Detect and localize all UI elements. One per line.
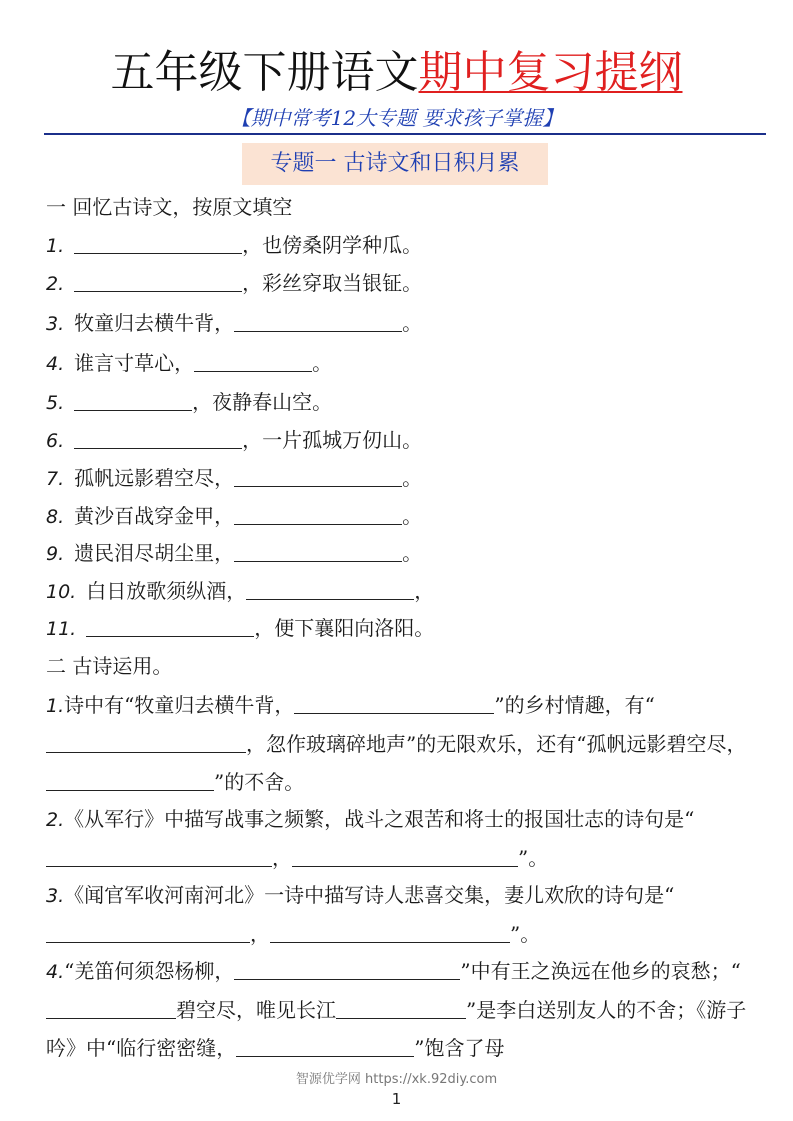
list-item: 6. ，一片孤城万仞山。 — [46, 428, 423, 452]
answer-blank[interactable] — [74, 426, 242, 449]
answer-blank[interactable] — [86, 614, 254, 637]
list-item: 2. ，彩丝穿取当银钲。 — [46, 271, 423, 295]
footer-watermark: 智源优学网 https://xk.92diy.com — [295, 1072, 498, 1087]
answer-blank[interactable] — [46, 730, 246, 753]
list-item: 10. 白日放歌须纵酒， ， — [46, 579, 435, 603]
answer-blank[interactable] — [234, 309, 402, 332]
answer-blank[interactable] — [74, 388, 192, 411]
answer-blank[interactable] — [234, 464, 402, 487]
answer-blank[interactable] — [46, 920, 250, 943]
answer-blank[interactable] — [292, 844, 518, 867]
question-4: 4.“羌笛何须怨杨柳， ”中有王之涣远在他乡的哀愁；“碧空尽，唯见长江 ”是李白送别友人的不舍；《游子吟》中“临行密密缝， ”饱含了母 — [46, 959, 747, 1060]
answer-blank[interactable] — [336, 996, 466, 1019]
answer-blank[interactable] — [234, 957, 460, 980]
section1-heading: 一 回忆古诗文，按原文填空 — [46, 195, 293, 219]
document-title — [0, 46, 793, 100]
answer-blank[interactable] — [46, 844, 272, 867]
answer-blank[interactable] — [74, 269, 242, 292]
answer-blank[interactable] — [246, 577, 414, 600]
list-item: 9. 遗民泪尽胡尘里， 。 — [46, 541, 423, 565]
list-item: 4. 谁言寸草心， 。 — [46, 351, 333, 375]
answer-blank[interactable] — [46, 768, 214, 791]
answer-blank[interactable] — [234, 539, 402, 562]
list-item: 7. 孤帆远影碧空尽， 。 — [46, 466, 423, 490]
page-number: 1 — [391, 1090, 402, 1108]
question-1: 1.诗中有“牧童归去横牛背， ”的乡村情趣，有“，忽作玻璃碎地声”的无限欢乐，还有“孤帆远影碧空尽，”的不舍。 — [46, 693, 747, 794]
answer-blank[interactable] — [270, 920, 510, 943]
list-item: 3. 牧童归去横牛背， 。 — [46, 311, 423, 335]
list-item: 8. 黄沙百战穿金甲， 。 — [46, 504, 423, 528]
header-divider — [44, 133, 766, 135]
section2-heading: 二 古诗运用。 — [46, 654, 173, 678]
list-item: 5. ，夜静春山空。 — [46, 390, 333, 414]
title-grade: 五年级下册语文 — [110, 47, 419, 98]
answer-blank[interactable] — [46, 996, 176, 1019]
list-item: 1. ，也傍桑阴学种瓜。 — [46, 233, 423, 257]
answer-blank[interactable] — [194, 349, 312, 372]
answer-blank[interactable] — [294, 691, 494, 714]
topic-banner: 专题一 古诗文和日积月累 — [242, 143, 548, 185]
answer-blank[interactable] — [234, 502, 402, 525]
question-3: 3.《闻官军收河南河北》一诗中描写诗人悲喜交集，妻儿欢欣的诗句是“， ”。 — [46, 883, 675, 946]
question-2: 2.《从军行》中描写战事之频繁，战斗之艰苦和将士的报国壮志的诗句是“， ”。 — [46, 807, 695, 870]
answer-blank[interactable] — [74, 231, 242, 254]
answer-blank[interactable] — [236, 1034, 414, 1057]
document-subtitle: 【期中常考12大专题 要求孩子掌握】 — [230, 106, 563, 130]
title-highlight: 期中复习提纲 — [418, 47, 683, 98]
list-item: 11. ，便下襄阳向洛阳。 — [46, 616, 435, 640]
